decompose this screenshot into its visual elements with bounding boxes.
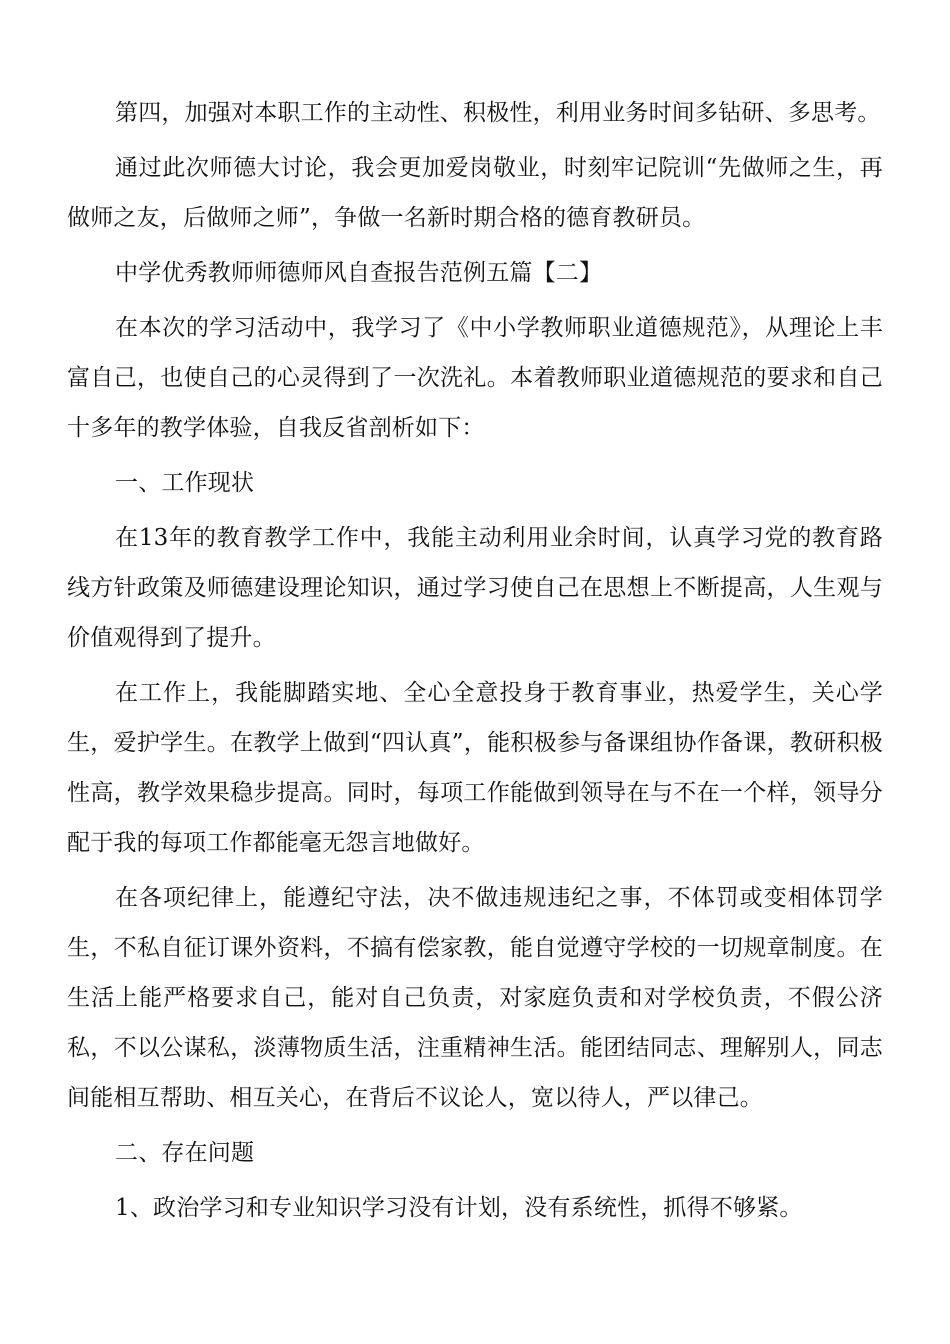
paragraph-conclusion: 通过此次师德大讨论，我会更加爱岗敬业，时刻牢记院训“先做师之生，再做师之友，后做师之师”，争做一名新时期合格的德育教研员。 bbox=[67, 155, 883, 231]
paragraph-introduction: 在本次的学习活动中，我学习了《中小学教师职业道德规范》，从理论上丰富自己，也使自己的心灵得到了一次洗礼。本着教师职业道德规范的要求和自己十多年的教学体验，自我反省剖析如下： bbox=[67, 315, 883, 441]
paragraph-problem-one: 1、政治学习和专业知识学习没有计划，没有系统性，抓得不够紧。 bbox=[115, 1195, 803, 1221]
paragraph-fourth-point: 第四，加强对本职工作的主动性、积极性，利用业务时间多钻研、多思考。 bbox=[115, 100, 881, 126]
paragraph-study: 在13年的教育教学工作中，我能主动利用业余时间，认真学习党的教育路线方针政策及师德建设理论知识，通过学习使自己在思想上不断提高，人生观与价值观得到了提升。 bbox=[67, 525, 883, 651]
document-body bbox=[67, 88, 883, 1238]
heading-problems: 二、存在问题 bbox=[115, 1140, 255, 1166]
heading-work-status: 一、工作现状 bbox=[115, 470, 255, 496]
section-title: 中学优秀教师师德师风自查报告范例五篇【二】 bbox=[115, 260, 603, 286]
paragraph-work: 在工作上，我能脚踏实地、全心全意投身于教育事业，热爱学生，关心学生，爱护学生。在教学上做到“四认真”，能积极参与备课组协作备课，教研积极性高，教学效果稳步提高。同时，每项工作能做到领导在与不在一个样，领导分配于我的每项工作都能毫无怨言地做好。 bbox=[67, 680, 883, 856]
paragraph-discipline: 在各项纪律上，能遵纪守法，决不做违规违纪之事，不体罚或变相体罚学生，不私自征订课外资料，不搞有偿家教，能自觉遵守学校的一切规章制度。在生活上能严格要求自己，能对自己负责，对家庭负责和对学校负责，不假公济私，不以公谋私，淡薄物质生活，注重精神生活。能团结同志、理解别人，同志间能相互帮助、相互关心，在背后不议论人，宽以待人，严以律己。 bbox=[67, 885, 883, 1111]
